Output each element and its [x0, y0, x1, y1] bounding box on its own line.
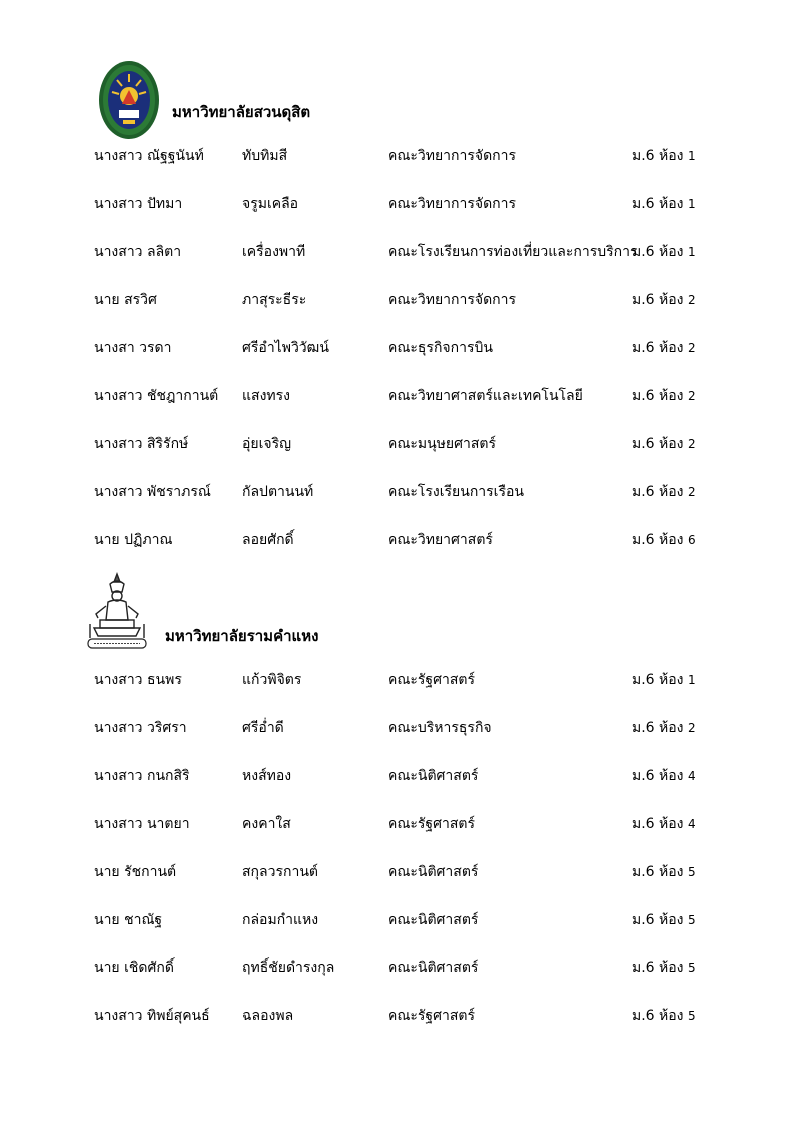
student-class: [632, 384, 696, 408]
student-row: [0, 240, 804, 288]
student-faculty: คณะโรงเรียนการเรือน: [388, 484, 524, 500]
student-faculty: คณะนิติศาสตร์: [388, 768, 479, 784]
class-room: 5: [687, 961, 696, 975]
class-prefix: ม.6 ห้อง: [632, 532, 684, 548]
student-class: [632, 812, 696, 836]
student-surname: หงส์ทอง: [242, 768, 292, 784]
class-prefix: ม.6 ห้อง: [632, 768, 684, 784]
student-surname: กล่อมกำแหง: [242, 912, 319, 928]
class-room: 2: [687, 341, 696, 355]
student-faculty: คณะวิทยาศาสตร์และเทคโนโลยี: [388, 388, 583, 404]
student-surname: ศรีอำไพวิวัฒน์: [242, 340, 329, 356]
student-faculty: คณะรัฐศาสตร์: [388, 816, 476, 832]
student-name: นางสาว ชัชฎากานต์: [94, 388, 219, 404]
student-surname: ภาสุระธีระ: [242, 292, 307, 308]
ramkhamhaeng-emblem-icon: [84, 572, 150, 650]
student-surname: ทับทิมสี: [242, 148, 288, 164]
class-room: 2: [687, 389, 696, 403]
class-room: 5: [687, 865, 696, 879]
class-prefix: ม.6 ห้อง: [632, 864, 684, 880]
student-faculty: คณะวิทยาการจัดการ: [388, 148, 517, 164]
student-surname: กัลปตานนท์: [242, 484, 314, 500]
student-name: นางสาว วริศรา: [94, 720, 187, 736]
student-surname: ลอยศักดิ์: [242, 532, 294, 548]
student-class: [632, 956, 696, 980]
student-name: นางสาว ทิพย์สุคนธ์: [94, 1008, 210, 1024]
class-room: 6: [687, 533, 696, 547]
student-class: [632, 288, 696, 312]
class-room: 1: [687, 245, 696, 259]
student-class: [632, 716, 696, 740]
student-name: นางสาว ธนพร: [94, 672, 182, 688]
student-faculty: คณะนิติศาสตร์: [388, 960, 479, 976]
student-row: [0, 288, 804, 336]
university-section-ramkhamhaeng: [0, 572, 804, 1024]
student-faculty: คณะนิติศาสตร์: [388, 912, 479, 928]
class-room: 5: [687, 1009, 696, 1023]
student-name: นางสาว ณัฐฐนันท์: [94, 148, 204, 164]
student-name: นางสาว กนกสิริ: [94, 768, 190, 784]
student-faculty: คณะรัฐศาสตร์: [388, 672, 476, 688]
student-list: [0, 668, 804, 1052]
student-faculty: คณะวิทยาศาสตร์: [388, 532, 493, 548]
university-header: [0, 58, 804, 142]
class-room: 1: [687, 197, 696, 211]
class-prefix: ม.6 ห้อง: [632, 672, 684, 688]
class-prefix: ม.6 ห้อง: [632, 244, 684, 260]
student-name: นางสาว สิริรักษ์: [94, 436, 189, 452]
class-prefix: ม.6 ห้อง: [632, 484, 684, 500]
student-name: นาย ชาณัฐ: [94, 912, 163, 928]
student-surname: คงคาใส: [242, 816, 291, 832]
student-faculty: คณะวิทยาการจัดการ: [388, 196, 517, 212]
university-name: มหาวิทยาลัยสวนดุสิต: [172, 103, 311, 121]
student-name: นาย เชิดศักดิ์: [94, 960, 174, 976]
class-prefix: ม.6 ห้อง: [632, 816, 684, 832]
student-name: นางสาว นาตยา: [94, 816, 190, 832]
class-prefix: ม.6 ห้อง: [632, 388, 684, 404]
student-class: [632, 432, 696, 456]
student-name: นางสา วรดา: [94, 340, 172, 356]
suan-dusit-emblem-icon: [98, 60, 160, 140]
class-prefix: ม.6 ห้อง: [632, 148, 684, 164]
student-class: [632, 528, 696, 552]
student-class: [632, 480, 696, 504]
student-name: นาย ปฏิภาณ: [94, 532, 173, 548]
class-prefix: ม.6 ห้อง: [632, 196, 684, 212]
student-name: นางสาว พัชราภรณ์: [94, 484, 211, 500]
class-prefix: ม.6 ห้อง: [632, 960, 684, 976]
student-faculty: คณะรัฐศาสตร์: [388, 1008, 476, 1024]
class-room: 1: [687, 673, 696, 687]
university-name: มหาวิทยาลัยรามคำแหง: [165, 627, 319, 645]
student-faculty: คณะโรงเรียนการท่องเที่ยวและการบริการ: [388, 244, 638, 260]
student-row: [0, 812, 804, 860]
student-surname: ฤทธิ์ชัยดำรงกุล: [242, 960, 335, 976]
student-row: [0, 764, 804, 812]
student-class: [632, 908, 696, 932]
class-room: 4: [687, 817, 696, 831]
student-faculty: คณะธุรกิจการบิน: [388, 340, 493, 356]
student-class: [632, 1004, 696, 1028]
student-surname: อุ่ยเจริญ: [242, 436, 292, 452]
student-row: [0, 860, 804, 908]
class-room: 2: [687, 293, 696, 307]
class-room: 1: [687, 149, 696, 163]
student-surname: ฉลองพล: [242, 1008, 294, 1024]
student-row: [0, 528, 804, 576]
student-row: [0, 908, 804, 956]
student-row: [0, 480, 804, 528]
student-row: [0, 384, 804, 432]
class-room: 2: [687, 437, 696, 451]
student-class: [632, 144, 696, 168]
class-room: 4: [687, 769, 696, 783]
student-faculty: คณะบริหารธุรกิจ: [388, 720, 492, 736]
student-row: [0, 668, 804, 716]
student-row: [0, 956, 804, 1004]
student-name: นาย สรวิศ: [94, 292, 157, 308]
student-class: [632, 240, 696, 264]
student-surname: แสงทรง: [242, 388, 290, 404]
student-name: นางสาว ปัทมา: [94, 196, 183, 212]
student-row: [0, 144, 804, 192]
class-prefix: ม.6 ห้อง: [632, 292, 684, 308]
class-room: 2: [687, 485, 696, 499]
student-row: [0, 336, 804, 384]
class-room: 5: [687, 913, 696, 927]
student-name: นางสาว ลลิตา: [94, 244, 182, 260]
university-section-suan-dusit: [0, 58, 804, 548]
class-prefix: ม.6 ห้อง: [632, 436, 684, 452]
class-prefix: ม.6 ห้อง: [632, 720, 684, 736]
student-class: [632, 860, 696, 884]
class-prefix: ม.6 ห้อง: [632, 912, 684, 928]
student-class: [632, 764, 696, 788]
student-list: [0, 144, 804, 576]
student-row: [0, 432, 804, 480]
student-row: [0, 1004, 804, 1052]
student-surname: ศรีอ่ำดี: [242, 720, 284, 736]
student-row: [0, 716, 804, 764]
class-room: 2: [687, 721, 696, 735]
student-surname: เครื่องพาที: [242, 244, 306, 260]
student-faculty: คณะนิติศาสตร์: [388, 864, 479, 880]
university-header: [0, 572, 804, 654]
student-surname: แก้วพิจิตร: [242, 672, 302, 688]
class-prefix: ม.6 ห้อง: [632, 340, 684, 356]
student-surname: จรูมเคลือ: [242, 196, 299, 212]
class-prefix: ม.6 ห้อง: [632, 1008, 684, 1024]
student-name: นาย รัชกานต์: [94, 864, 177, 880]
student-class: [632, 192, 696, 216]
student-faculty: คณะวิทยาการจัดการ: [388, 292, 517, 308]
student-class: [632, 668, 696, 692]
student-class: [632, 336, 696, 360]
student-row: [0, 192, 804, 240]
student-faculty: คณะมนุษยศาสตร์: [388, 436, 497, 452]
student-surname: สกุลวรกานต์: [242, 864, 318, 880]
